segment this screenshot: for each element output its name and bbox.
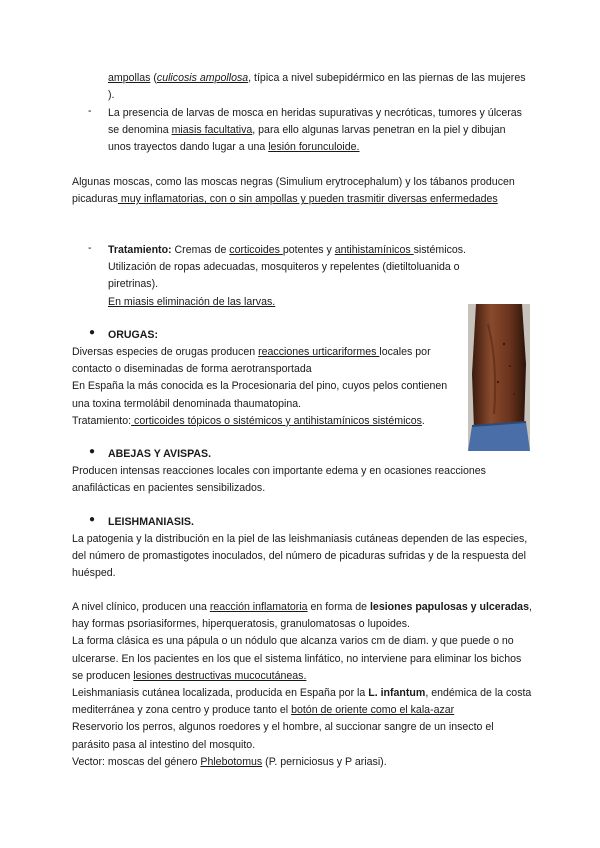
paragraph-culicosis: ampollas (culicosis ampollosa, típica a nivel subepidérmico en las piernas de las mujeres ). [108,72,526,102]
heading-orugas: ORUGAS: [108,329,159,341]
paragraph-miasis: La presencia de larvas de mosca en heridas supurativas y necróticas, tumores y úlceras se denomina miasis facultativa, para ello algunas larvas penetran en la piel y dibujan unos trayectos dando lugar a una lesión forunculoide. [108,107,522,154]
paragraph-moscas: Algunas moscas, como las moscas negras (Simulium erytrocephalum) y los tábanos producen picaduras muy inflamatorias, con o sin ampollas y pueden trasmitir diversas enfermedades [72,176,515,206]
underlined-term: corticoides [229,244,283,256]
paragraph-abejas: Producen intensas reacciones locales con importante edema y en ocasiones reacciones anafilácticas en pacientes sensibilizados. [72,465,486,495]
underlined-term: miasis facultativa [171,124,253,137]
heading-leishmaniasis: LEISHMANIASIS. [108,516,194,528]
underlined-term: botón de oriente como el kala-azar [291,704,455,717]
underlined-term: lesión forunculoide. [268,141,360,154]
underlined-term: ampollas [108,72,151,84]
underlined-term: reacción inflamatoria [209,601,308,613]
heading-abejas: ABEJAS Y AVISPAS. [108,448,212,460]
underlined-term: En miasis eliminación de las larvas. [108,295,276,308]
paragraph-leishmaniasis: La patogenia y la distribución en la piel de las leishmaniasis cutáneas dependen de las especies, del número de promastigotes inoculados, del número de picaduras sufridas y de la respuesta del huésped. [72,533,528,580]
dash-bullet: - [88,242,92,254]
underlined-term: muy inflamatorias, con o sin ampollas y pueden trasmitir diversas enfermedades [117,193,498,206]
underlined-term: lesiones destructivas mucocutáneas. [133,669,307,682]
dash-bullet: - [88,105,92,117]
paragraph-tratamiento: Tratamiento: Cremas de corticoides potentes y antihistamínicos sistémicos. Utilización de ropas adecuadas, mosquiteros y repelentes (dietiltoluanida o piretrinas). En miasis eliminación de las larvas. [108,244,466,308]
underlined-term: reacciones urticariformes [258,346,380,358]
bullet-icon: ● [89,446,96,457]
patient-back-photo-icon [468,304,530,451]
underlined-term: Phlebotomus [200,755,263,768]
bullet-icon: ● [89,327,96,338]
paragraph-clinica: A nivel clínico, producen una reacción inflamatoria en forma de lesiones papulosas y ulceradas, hay formas psoriasiformes, hiperqueratosis, granulomatosas o lupoides. La forma clásica es una pápula o un nódulo que alcanza varios cm de diam. y que puede o no ulcerarse. En los pacientes en los que el sistema linfático, no interviene para eliminar los bichos se producen lesiones destructivas mucocutáneas. Leishmaniasis cutánea localizada, producida en España por la L. infantum, endémica de la costa mediterránea y zona centro y produce tanto el botón de oriente como el kala-azar Reservorio los perros, algunos roedores y el hombre, al succionar sangre de un insecto el parásito pasa al intestino del mosquito. Vector: moscas del género Phlebotomus (P. perniciosus y P ariasi). [72,601,532,768]
underlined-term: culicosis ampollosa [156,72,249,84]
bullet-icon: ● [89,514,96,525]
underlined-term: antihistamínicos [334,244,414,256]
paragraph-orugas: Diversas especies de orugas producen reacciones urticariformes locales por contacto o diseminadas de forma aerotransportada En España la más conocida es la Procesionaria del pino, cuyos pelos contienen una toxina termolábil denominada thaumatopina. Tratamiento: corticoides tópicos o sistémicos y antihistamínicos sistémicos. [72,346,448,427]
underlined-term: corticoides tópicos o sistémicos y antihistamínicos sistémicos [131,414,422,427]
